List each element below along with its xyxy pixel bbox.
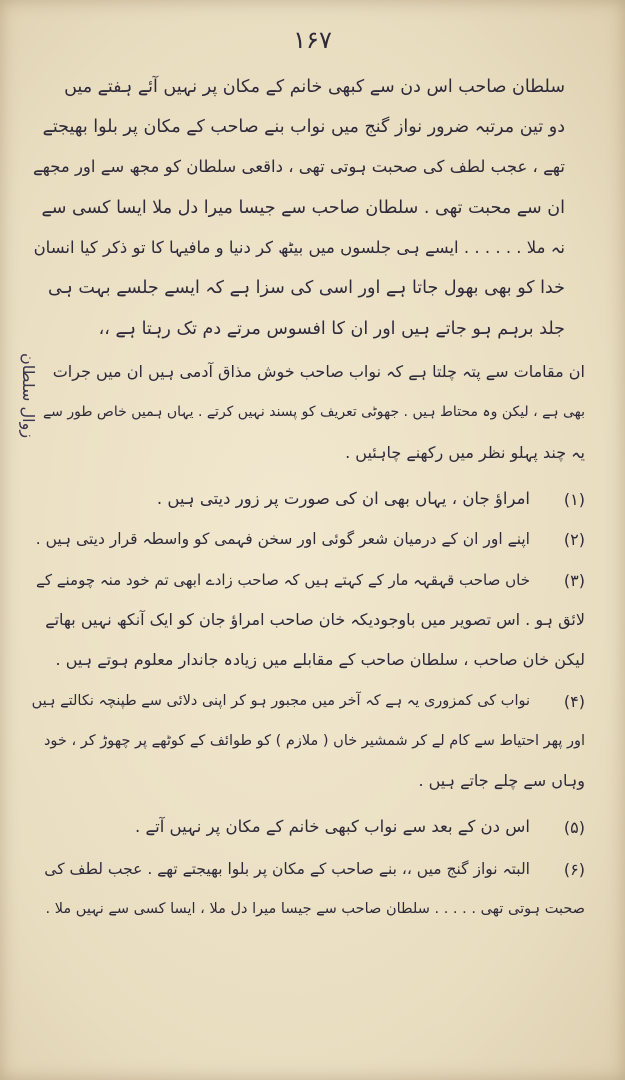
quote-line: سلطان صاحب اس دن سے کبھی خانم کے مکان پر نہیں آئے ہفتے میں: [64, 77, 565, 97]
quote-line: خدا کو بھی بھول جاتا ہے اور اسی کی سزا ہے کہ ایسے جلسے بہت ہی: [47, 278, 565, 298]
list-item-line: اس دن کے بعد سے نواب کبھی خانم کے مکان پر نہیں آتے .: [134, 817, 530, 836]
list-item-line: خاں صاحب قہقہہ مار کے کہتے ہیں کہ صاحب زادے ابھی تم خود منہ چومنے کے: [36, 571, 530, 589]
list-item-line: اپنے اور ان کے درمیان شعر گوئی اور سخن فہمی کو واسطہ قرار دیتی ہیں .: [35, 530, 530, 548]
list-item-line: وہاں سے چلے جاتے ہیں .: [418, 771, 585, 790]
quote-line: جلد برہم ہو جاتے ہیں اور ان کا افسوس مرتے دم تک رہتا ہے ،،: [98, 319, 565, 339]
list-number: (۳): [563, 571, 585, 590]
quote-line: نہ ملا . . . . . . ایسے ہی جلسوں میں بیٹھ کر دنیا و مافیہا کا تو ذکر کیا انسان: [33, 238, 565, 257]
quote-line: دو تین مرتبہ ضرور نواز گنج میں نواب بنے صاحب کے مکان پر بلوا بھیجتے: [42, 117, 565, 137]
body-line: ان مقامات سے پتہ چلتا ہے کہ نواب صاحب خوش مذاق آدمی ہیں ان میں جرات: [52, 362, 585, 381]
page-number: ۱۶۷: [293, 26, 332, 54]
list-number: (۵): [563, 818, 585, 837]
body-line: یہ چند پہلو نظر میں رکھنے چاہئیں .: [345, 443, 585, 462]
body-line: بھی ہے ، لیکن وہ محتاط ہیں . جھوٹی تعریف کو پسند نہیں کرتے . یہاں ہمیں خاص طور سے: [42, 404, 585, 420]
quote-line: تھے ، عجب لطف کی صحبت ہوتی تھی ، داقعی سلطان کو مجھ سے اور مجھے: [32, 157, 565, 176]
list-item-line: اور پھر احتیاط سے کام لے کر شمشیر خاں ( ملازم ) کو طوائف کے کوٹھے پر چھوڑ کر ، خود: [43, 733, 585, 749]
list-item-line: صحبت ہوتی تھی . . . . . سلطان صاحب سے جیسا میرا دل ملا ، ایسا کسی سے نہیں ملا .: [45, 901, 585, 917]
list-number: (۶): [563, 860, 585, 879]
margin-note: زوال سلطان: [19, 352, 38, 438]
quote-line: ان سے محبت تھی . سلطان صاحب سے جیسا میرا دل ملا ایسا کسی سے: [41, 198, 565, 218]
list-item-line: نواب کی کمزوری یہ ہے کہ آخر میں مجبور ہو کر اپنی دلائی سے طپنچہ نکالتے ہیں: [31, 693, 530, 709]
list-number: (۲): [563, 530, 585, 549]
list-item-line: لیکن خان صاحب ، سلطان صاحب کے مقابلے میں زیادہ جاندار معلوم ہوتے ہیں .: [55, 650, 585, 669]
list-item-line: البتہ نواز گنج میں ،، بنے صاحب کے مکان پر بلوا بھیجتے تھے . عجب لطف کی: [44, 860, 530, 878]
list-number: (۴): [563, 692, 585, 711]
list-number: (۱): [563, 490, 585, 509]
list-item-line: لائق ہو . اس تصویر میں باوجودیکہ خان صاحب امراؤ جان کو ایک آنکھ نہیں بھاتے: [45, 610, 585, 629]
list-item-line: امراؤ جان ، یہاں بھی ان کی صورت پر زور دیتی ہیں .: [156, 489, 530, 508]
